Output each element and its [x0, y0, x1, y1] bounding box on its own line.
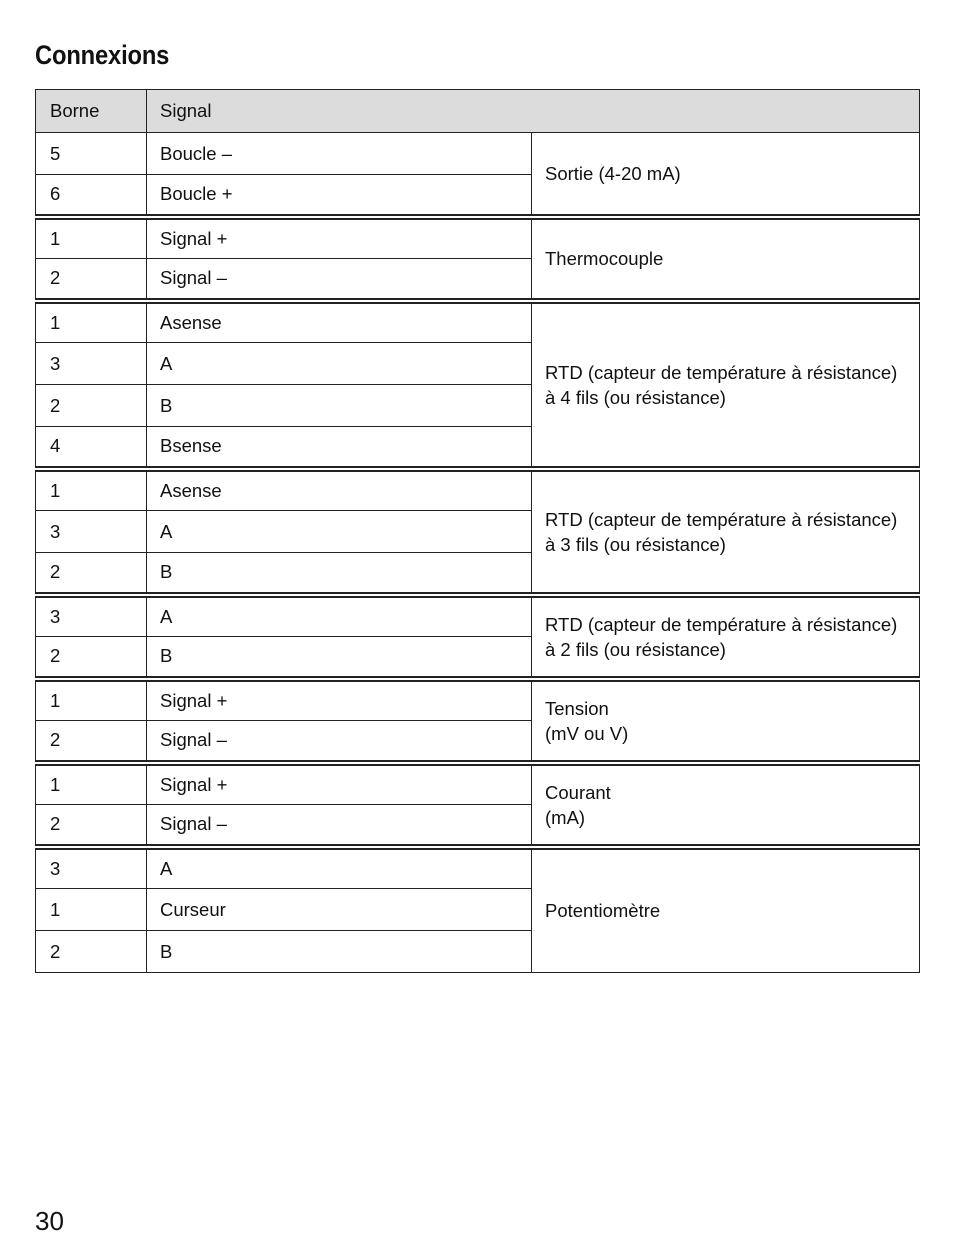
- borne-cell: 1: [36, 469, 147, 511]
- borne-cell: 2: [36, 259, 147, 301]
- signal-cell: Signal –: [147, 805, 532, 847]
- header-signal: Signal: [147, 90, 920, 133]
- signal-cell: Asense: [147, 469, 532, 511]
- table-header: [36, 90, 920, 133]
- borne-cell: 3: [36, 595, 147, 637]
- borne-cell: 3: [36, 511, 147, 553]
- signal-cell: Signal –: [147, 721, 532, 763]
- connection-group: [36, 847, 920, 973]
- signal-cell: A: [147, 847, 532, 889]
- description-line: Potentiomètre: [545, 900, 661, 922]
- connection-group: [36, 301, 920, 469]
- signal-cell: A: [147, 595, 532, 637]
- description-line: Tension: [545, 697, 609, 719]
- table-row: [36, 847, 920, 889]
- signal-cell: Signal +: [147, 217, 532, 259]
- description-line: RTD (capteur de température à résistance): [545, 508, 898, 530]
- borne-cell: 2: [36, 385, 147, 427]
- signal-cell: Boucle –: [147, 133, 532, 175]
- connection-group: [36, 763, 920, 847]
- signal-cell: B: [147, 553, 532, 595]
- description-line: Sortie (4-20 mA): [545, 162, 681, 184]
- borne-cell: 1: [36, 889, 147, 931]
- description-cell: [532, 133, 920, 217]
- description-cell: [532, 469, 920, 595]
- description-line: (mV ou V): [545, 722, 629, 744]
- page-title: Connexions: [35, 40, 170, 70]
- table-row: [36, 595, 920, 637]
- description-line: à 2 fils (ou résistance): [545, 638, 726, 660]
- borne-cell: 3: [36, 343, 147, 385]
- table-row: [36, 679, 920, 721]
- connection-group: [36, 595, 920, 679]
- description-line: Thermocouple: [545, 248, 664, 269]
- description-line: RTD (capteur de température à résistance): [545, 361, 898, 383]
- borne-cell: 1: [36, 217, 147, 259]
- borne-cell: 1: [36, 301, 147, 343]
- borne-cell: 5: [36, 133, 147, 175]
- description-line: RTD (capteur de température à résistance): [545, 613, 898, 635]
- borne-cell: 6: [36, 175, 147, 217]
- borne-cell: 2: [36, 931, 147, 973]
- signal-cell: Signal –: [147, 259, 532, 301]
- table-row: [36, 301, 920, 343]
- table-row: [36, 217, 920, 259]
- table-row: [36, 469, 920, 511]
- description-line: Courant: [545, 781, 611, 803]
- borne-cell: 2: [36, 637, 147, 679]
- signal-cell: Signal +: [147, 679, 532, 721]
- signal-cell: A: [147, 343, 532, 385]
- table-row: [36, 763, 920, 805]
- signal-cell: Curseur: [147, 889, 532, 931]
- description-cell: [532, 679, 920, 763]
- header-row: [36, 90, 920, 133]
- connection-group: [36, 469, 920, 595]
- signal-cell: B: [147, 385, 532, 427]
- connections-table: [35, 89, 920, 973]
- connection-group: [36, 217, 920, 301]
- borne-cell: 1: [36, 763, 147, 805]
- description-cell: [532, 763, 920, 847]
- description-cell: [532, 595, 920, 679]
- signal-cell: Boucle +: [147, 175, 532, 217]
- borne-cell: 4: [36, 427, 147, 469]
- description-cell: [532, 847, 920, 973]
- signal-cell: Bsense: [147, 427, 532, 469]
- borne-cell: 2: [36, 721, 147, 763]
- table-row: [36, 133, 920, 175]
- borne-cell: 1: [36, 679, 147, 721]
- borne-cell: 2: [36, 553, 147, 595]
- description-cell: [532, 217, 920, 301]
- description-line: à 3 fils (ou résistance): [545, 533, 726, 555]
- header-borne: Borne: [36, 90, 147, 133]
- borne-cell: 2: [36, 805, 147, 847]
- signal-cell: B: [147, 931, 532, 973]
- signal-cell: B: [147, 637, 532, 679]
- borne-cell: 3: [36, 847, 147, 889]
- signal-cell: A: [147, 511, 532, 553]
- description-line: à 4 fils (ou résistance): [545, 386, 726, 408]
- signal-cell: Signal +: [147, 763, 532, 805]
- connection-group: [36, 133, 920, 217]
- signal-cell: Asense: [147, 301, 532, 343]
- page-number: 30: [35, 1206, 64, 1236]
- description-cell: [532, 301, 920, 469]
- description-line: (mA): [545, 806, 586, 828]
- connection-group: [36, 679, 920, 763]
